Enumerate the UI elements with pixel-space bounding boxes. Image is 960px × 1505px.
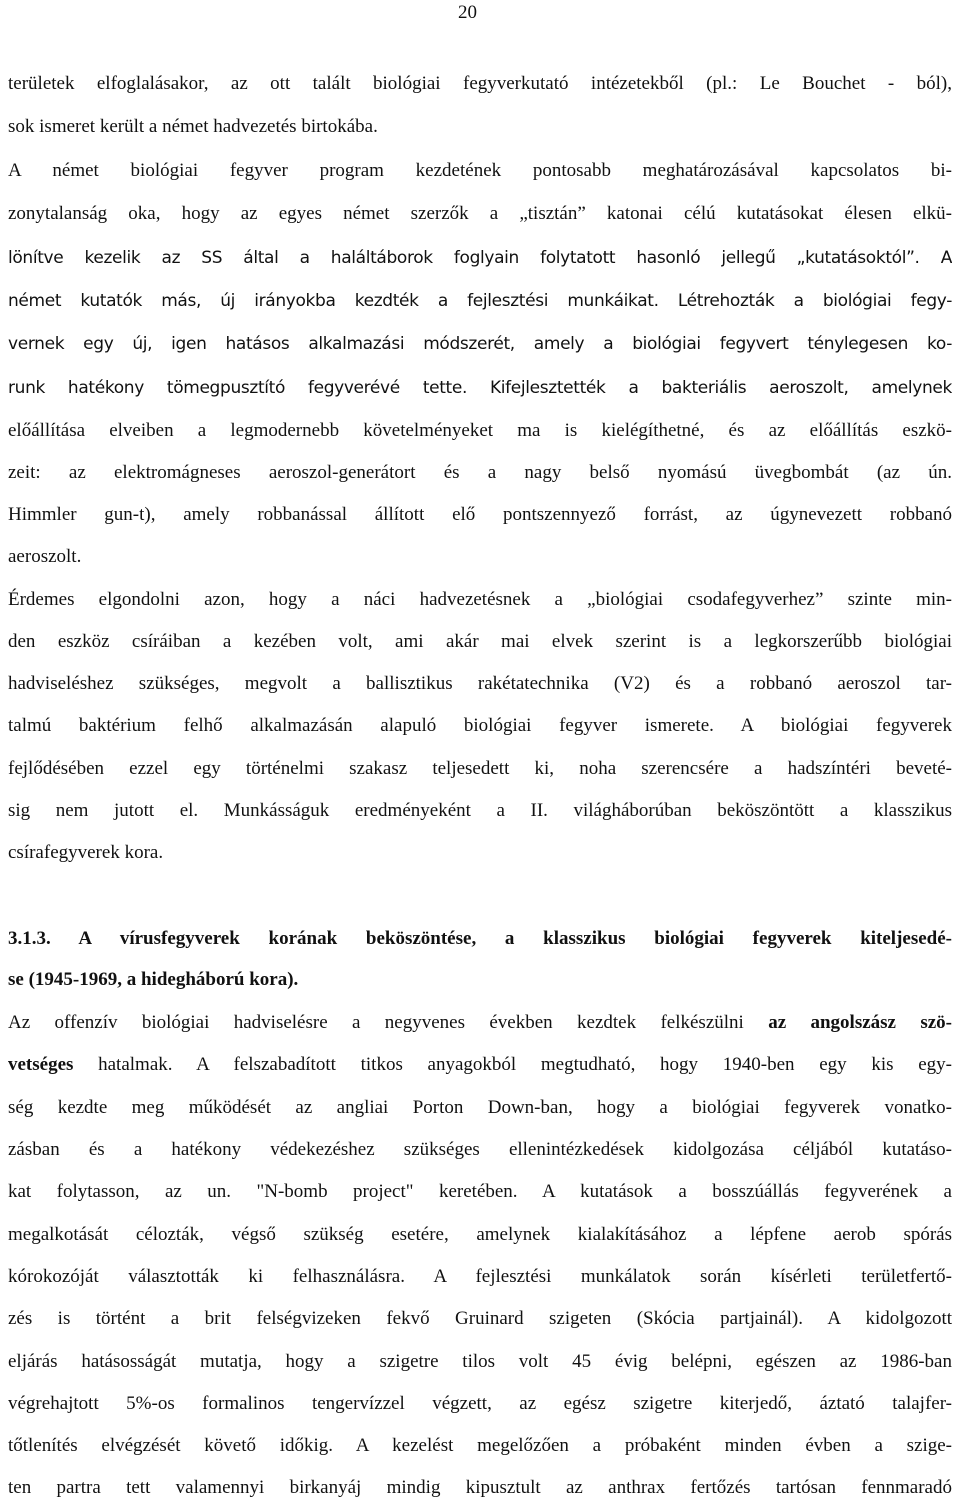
text-line: német kutatók más, új irányokba kezdték a fejlesztési munkáikat. Létrehozták a biológiai fegy- [8,291,952,311]
text-line: zonytalanság oka, hogy az egyes német szerzők a „tisztán” katonai célú kutatásokat élesen elkü- [8,203,952,224]
text-line: Himmler gun-t), amely robbanással állított elő pontszennyező forrást, az úgynevezett robbanó [8,504,952,525]
text-line: eljárás hatásosságát mutatja, hogy a szigetre tilos volt 45 évig belépni, egészen az 1986-ban [8,1351,952,1372]
text-line: területek elfoglalásakor, az ott talált biológiai fegyverkutató intézetekből (pl.: Le Bouchet - ból), [8,73,952,94]
text-line: csírafegyverek kora. [8,842,164,863]
section-heading: 3.1.3. A vírusfegyverek korának beköszöntése, a klasszikus biológiai fegyverek kiteljesedé- [8,928,952,949]
text-line: zásban és a hatékony védekezéshez szükséges ellenintézkedések kidolgozása céljából kutatáso- [8,1139,952,1160]
text-line: előállítása elveiben a legmodernebb követelményeket ma is kielégíthetné, és az előállítás eszkö- [8,420,952,441]
text-line: végrehajtott 5%-os formalinos tengervízzel végzett, az egész szigetre kiterjedő, áztató talajfer- [8,1393,952,1414]
text-line: vernek egy új, igen hatásos alkalmazási módszerét, amely a biológiai fegyvert ténylegesen ko- [8,334,952,354]
text-line: Érdemes elgondolni azon, hogy a náci hadvezetésnek a „biológiai csodafegyverhez” szinte min- [8,589,952,610]
text-line: runk hatékony tömegpusztító fegyverévé tette. Kifejlesztették a bakteriális aeroszolt, amelynek [8,378,952,398]
text-line: sig nem jutott el. Munkásságuk eredményeként a II. világháborúban beköszöntött a klasszikus [8,800,952,821]
section-heading: se (1945-1969, a hidegháború kora). [8,969,299,990]
text-line: lönítve kezelik az SS által a haláltáborok foglyain folytatott hasonló jellegű „kutatásoktól”. A [8,248,952,268]
text-line: talmú baktérium felhő alkalmazásán alapuló biológiai fegyver ismerete. A biológiai fegyverek [8,715,952,736]
text-run: hatalmak. A felszabadított titkos anyagokból megtudható, hogy 1940-ben egy kis egy- [73,1054,952,1075]
text-line: ség kezdte meg működését az angliai Porton Down-ban, hogy a biológiai fegyverek vonatko- [8,1097,952,1118]
text-line [8,1008,952,1038]
text-line: ten partra tett valamennyi birkanyáj mindig kipusztult az anthrax fertőzés tartósan fennmaradó [8,1477,952,1498]
text-line: den eszköz csíráiban a kezében volt, ami akár mai elvek szerint is a legkorszerűbb biológiai [8,631,952,652]
text-line: tőtlenítés elvégzését követő időkig. A kezelést megelőzően a próbaként minden évben a szige- [8,1435,952,1456]
text-line: megalkotását célozták, végső szükség esetére, amelynek kialakításához a lépfene aerob spórás [8,1224,952,1245]
bold-text-run: vetséges [8,1054,74,1075]
text-run: Az offenzív biológiai hadviselésre a negyvenes években kezdtek felkészülni [8,1012,769,1033]
text-line [8,1050,952,1080]
text-line: zés is történt a brit felségvizeken fekvő Gruinard szigeten (Skócia partjainál). A kidolgozott [8,1308,952,1329]
text-line: sok ismeret került a német hadvezetés birtokába. [8,116,378,137]
text-line: hadviseléshez szükséges, megvolt a ballisztikus rakétatechnika (V2) és a robbanó aeroszol tar- [8,673,952,694]
text-line: kórokozóját választották ki felhasználásra. A fejlesztési munkálatok során kísérleti területfertő- [8,1266,952,1287]
text-line: aeroszolt. [8,546,82,567]
text-line: kat folytasson, az un. "N-bomb project" keretében. A kutatások a bosszúállás fegyverének a [8,1181,952,1202]
text-line: A német biológiai fegyver program kezdetének pontosabb meghatározásával kapcsolatos bi- [8,160,952,181]
page-number: 20 [458,2,477,23]
bold-text-run: az angolszász szö- [768,1012,952,1033]
text-line: fejlődésében ezzel egy történelmi szakasz teljesedett ki, noha szerencsére a hadszíntéri beveté- [8,758,952,779]
text-line: zeit: az elektromágneses aeroszol-generátort és a nagy belső nyomású üvegbombát (az ún. [8,462,952,483]
